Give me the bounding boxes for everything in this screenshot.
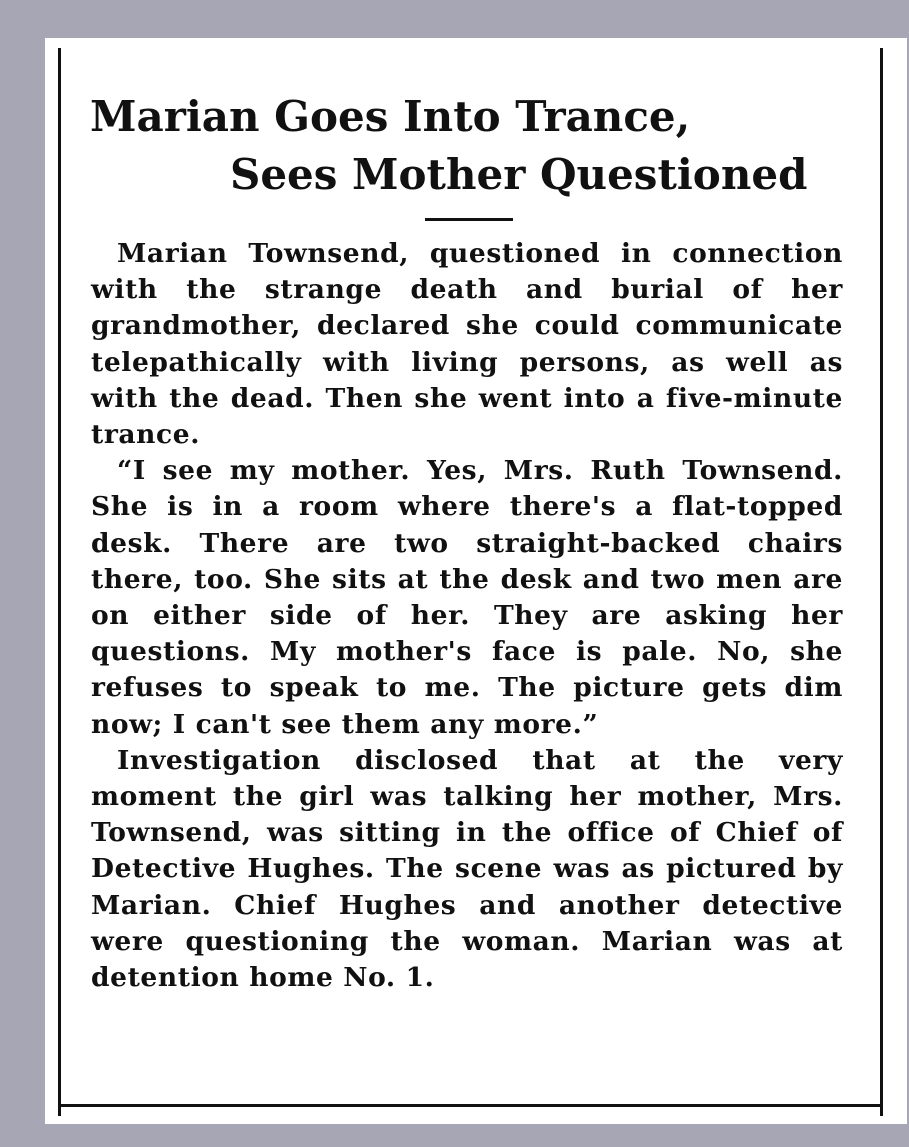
newspaper-clipping bbox=[45, 38, 907, 1124]
column-rule-left bbox=[58, 48, 61, 1116]
paragraph-3: Investigation disclosed that at the very moment the girl was talking her mother, Mrs. Townsend, was sitting in the office of Chief of Detective Hughes. The scene was as pictured by Marian. Chief Hughes and another detective were questioning the woman. Marian was at detention home No. 1. bbox=[91, 744, 843, 994]
headline-divider bbox=[425, 218, 513, 221]
article-body bbox=[91, 236, 843, 996]
paragraph-1: Marian Townsend, questioned in connection with the strange death and burial of her grandmother, declared she could communicate telepathically with living persons, as well as with the dead. Then she went into a five-minute trance. bbox=[91, 238, 843, 451]
column-rule-bottom bbox=[58, 1104, 883, 1107]
headline-line-1: Marian Goes Into Trance, bbox=[90, 92, 691, 141]
headline bbox=[90, 88, 850, 204]
column-rule-right bbox=[880, 48, 883, 1116]
paragraph-2: “I see my mother. Yes, Mrs. Ruth Townsend. She is in a room where there's a flat-topped desk. There are two straight-backed chairs there, too. She sits at the desk and two men are on either side of her. They are asking her questions. My mother's face is pale. No, she refuses to speak to me. The picture gets dim now; I can't see them any more.” bbox=[91, 455, 843, 740]
headline-line-2: Sees Mother Questioned bbox=[230, 150, 808, 199]
